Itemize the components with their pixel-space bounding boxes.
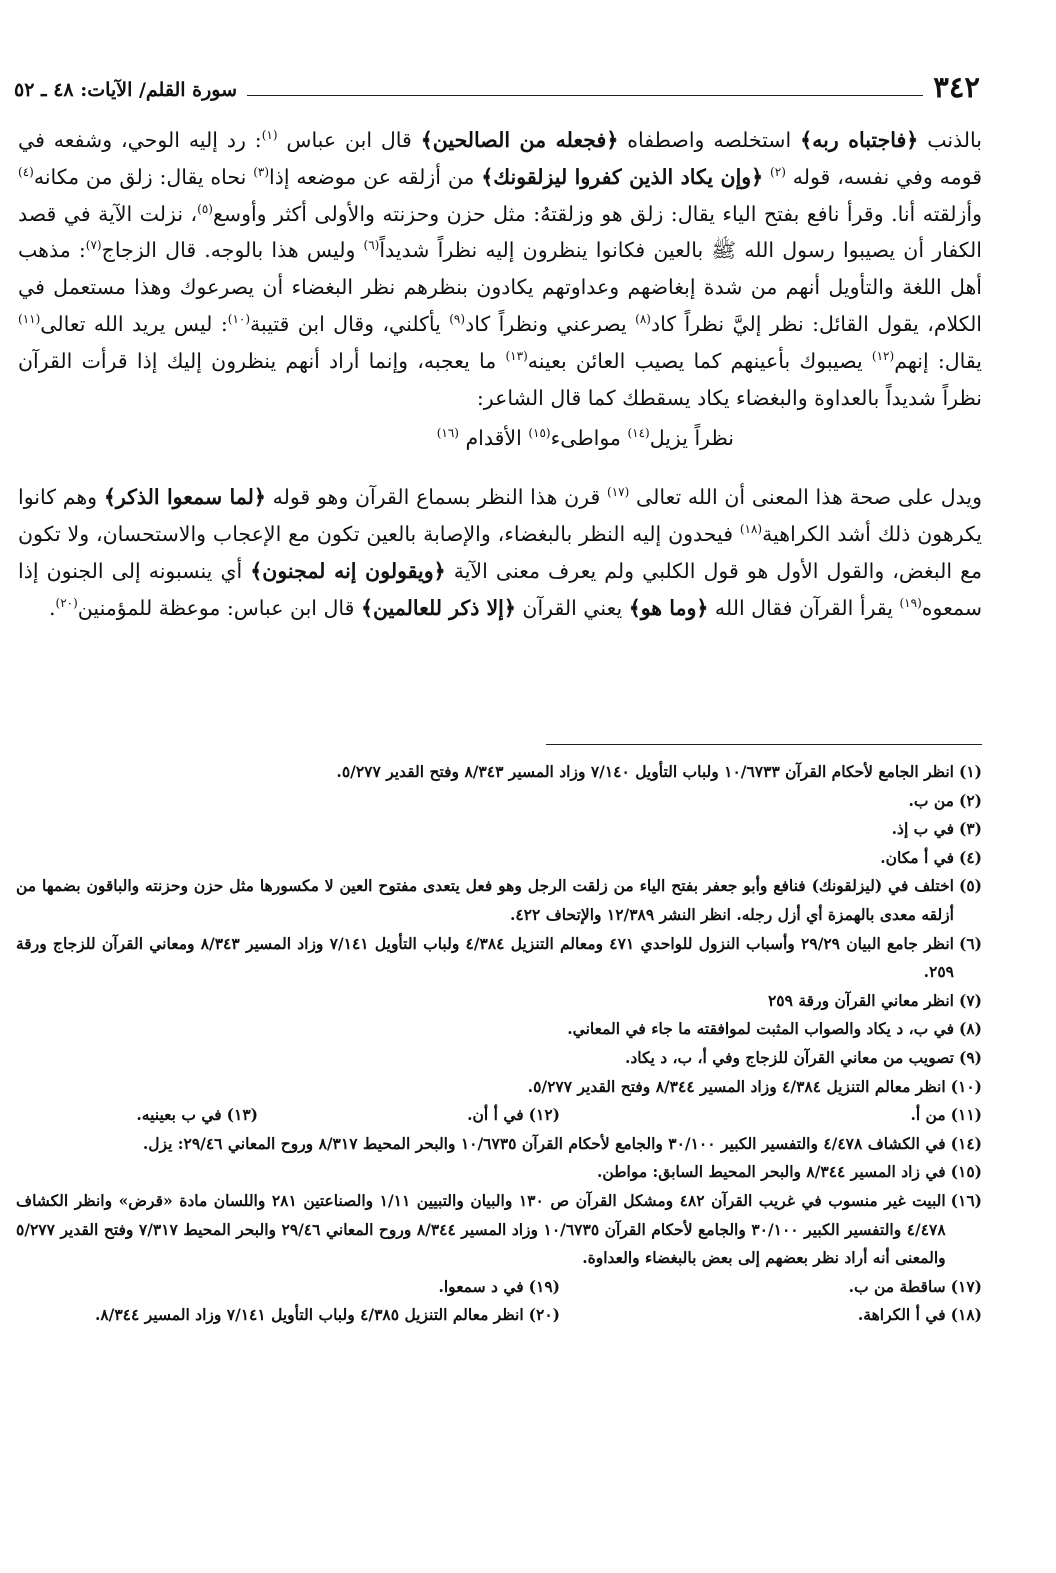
text-run: ، نزلت الآية في قصد الكفار أن يصيبوا رسول الله ﷺ بالعين فكانوا ينظرون إليه نظراً شديداً — [18, 201, 982, 263]
footnote-ref: (٢) — [770, 164, 786, 179]
footnote-text: انظر معالم التنزيل ٤/٣٨٥ ولباب التأويل ٧/١٤١ وزاد المسير ٨/٣٤٤. — [94, 1305, 524, 1325]
text-run: قال ابن عباس — [277, 128, 421, 152]
text-run: ويدل على صحة هذا المعنى أن الله تعالى — [629, 485, 982, 510]
footnote-number: (١٣) — [226, 1105, 258, 1125]
footnote-text: من أ. — [910, 1105, 946, 1125]
footnote — [16, 815, 982, 844]
footnote-ref: (٥) — [197, 201, 213, 216]
footnote-ref: (١٤) — [627, 426, 650, 441]
footnote-number: (٩) — [958, 1047, 982, 1067]
footnote-ref: (٩) — [449, 312, 466, 327]
text-run: مواطىء — [550, 426, 628, 451]
footnote-number: (١٩) — [528, 1276, 560, 1296]
footnote-number: (٧) — [958, 990, 982, 1010]
footnote-number: (١٥) — [950, 1162, 982, 1182]
footnote — [16, 787, 982, 816]
footnote-text: انظر معاني القرآن ورقة ٢٥٩ — [767, 990, 954, 1010]
footnote — [16, 1158, 982, 1187]
text-run: أي ينسبونه إلى الجنون إذا سمعوه — [18, 558, 982, 620]
text-run: يقال: إنهم — [894, 348, 982, 373]
footnote — [136, 1101, 258, 1130]
text-run: : مذهب أهل اللغة والتأويل أنهم من شدة إبغاضهم وعداوتهم يكادون بنظرهم نظر البغضاء أن يصرعوك وهذا مستعمل في الكلام، يقول القائل: نظر إليَّ نظراً كاد — [18, 238, 983, 336]
footnote — [586, 1273, 982, 1302]
footnote-number: (٢٠) — [528, 1305, 560, 1325]
running-title: سورة القلم/ الآيات: ٤٨ ـ ٥٢ — [14, 79, 237, 102]
footnote-text: من ب. — [908, 790, 954, 810]
main-text — [18, 122, 982, 626]
footnote-number: (١٦) — [950, 1190, 982, 1210]
footnote-ref: (٨) — [635, 312, 651, 327]
footnote — [16, 987, 982, 1016]
footnote-ref: (١٣) — [505, 348, 528, 363]
footnote-number: (٦) — [958, 933, 982, 953]
text-run: بالذنب — [918, 128, 983, 152]
footnote — [586, 1101, 982, 1130]
footnote-text: في ب، د يكاد والصواب المثبت لموافقته ما جاء في المعاني. — [567, 1019, 954, 1039]
footnote — [284, 1101, 560, 1130]
footnotes — [16, 758, 982, 1330]
footnote-number: (٢) — [958, 790, 982, 810]
footnote — [16, 1044, 982, 1073]
footnote-text: انظر معالم التنزيل ٤/٣٨٤ وزاد المسير ٨/٣٤٤ وفتح القدير ٥/٢٧٧. — [527, 1076, 946, 1096]
footnote — [16, 872, 982, 929]
quran-quote: ﴿فجعله من الصالحين﴾ — [420, 128, 619, 152]
footnote-ref: (١٠) — [227, 312, 251, 327]
footnote-text: انظر الجامع لأحكام القرآن ١٠/٦٧٣٣ ولباب التأويل ٧/١٤٠ وزاد المسير ٨/٣٤٣ وفتح القدير ٥/٢٧٧. — [336, 762, 954, 781]
footnote-ref: (٢٠) — [55, 595, 78, 610]
footnote-text: في زاد المسير ٨/٣٤٤ والبحر المحيط السابق: مواطن. — [597, 1162, 946, 1182]
header-rule — [247, 95, 923, 96]
footnote-ref: (١) — [261, 128, 278, 143]
text-run: وهم كانوا يكرهون ذلك أشد الكراهية — [18, 485, 982, 546]
text-run: ما يعجبه، وإنما أراد أنهم ينظرون إليك إذا قرأت القرآن نظراً شديداً بالعداوة والبغضاء يكاد يسقطك كما قال الشاعر: — [18, 348, 982, 410]
text-run: قرن هذا النظر بسماع القرآن وهو قوله — [265, 485, 608, 510]
footnote-text: تصويب من معاني القرآن للزجاج وفي أ، ب، د يكاد. — [624, 1047, 954, 1067]
footnote — [16, 758, 982, 787]
text-run: استخلصه واصطفاه — [618, 128, 801, 152]
footnote-ref: (١٨) — [739, 522, 763, 537]
footnote-ref: (١٢) — [871, 348, 895, 363]
footnote-text: في ب بعينيه. — [136, 1105, 222, 1125]
text-run: قال ابن عباس: موعظة للمؤمنين — [77, 595, 361, 620]
footnote — [16, 844, 982, 873]
footnote-text: في أ أن. — [467, 1105, 524, 1125]
quran-quote: ﴿وما هو﴾ — [628, 595, 709, 620]
footnote-ref: (١٩) — [899, 595, 922, 610]
text-run: يأكلني، وقال ابن قتيبة — [250, 311, 450, 336]
footnote — [16, 930, 982, 987]
page-header — [14, 62, 980, 102]
footnote — [438, 1273, 560, 1302]
text-run: من أزلقه عن موضعه إذا — [269, 164, 482, 189]
paragraph-2 — [18, 479, 982, 626]
footnote-number: (١٠) — [950, 1076, 982, 1096]
footnote-ref: (٣) — [253, 164, 270, 179]
footnote-text: في أ مكان. — [880, 847, 954, 867]
footnote-number: (٨) — [958, 1019, 982, 1039]
text-run: وأزلقته أنا. وقرأ نافع بفتح الياء يقال: زلق هو وزلقتهُ: مثل حزن وحزنته والأولى أكثر وأوسع — [212, 201, 982, 226]
footnote-text: اختلف في (ليزلقونك) فنافع وأبو جعفر بفتح الياء من زلقت الرجل وهو فعل يتعدى مفتوح العين لا مكسورها مثل حزن وحزنته والباقون بضمها من أزلقه معدى بالهمزة أي أزل رجله. انظر النشر ١٢/٣٨٩ والإتحاف ٤٢٢. — [16, 876, 954, 924]
text-run: نحاه يقال: زلق من مكانه — [33, 164, 254, 189]
footnote-text: ساقطة من ب. — [848, 1276, 946, 1296]
quran-quote: ﴿وإن يكاد الذين كفروا ليزلقونك﴾ — [481, 164, 764, 189]
footnote-ref: (١٧) — [607, 485, 630, 500]
text-run: : رد إليه الوحي، وشفعه في قومه وفي نفسه، قوله — [18, 128, 983, 189]
text-run: : ليس يريد الله تعالى — [40, 311, 228, 336]
footnote — [586, 1301, 982, 1330]
text-run: وليس هذا بالوجه. قال الزجاج — [101, 238, 364, 263]
footnote-ref: (٤) — [18, 164, 34, 179]
footnote-separator — [546, 744, 982, 745]
footnote-number: (١٢) — [528, 1105, 560, 1125]
footnote — [16, 1187, 982, 1273]
footnote-number: (٤) — [958, 847, 982, 867]
footnote-text: انظر جامع البيان ٢٩/٢٩ وأسباب النزول للواحدي ٤٧١ ومعالم التنزيل ٤/٣٨٤ ولباب التأويل ٧/١٤١ وزاد المسير ٨/٣٤٣ ومعاني القرآن للزجاج ورقة ٢٥٩. — [16, 933, 954, 982]
footnote-text: في أ الكراهة. — [857, 1305, 946, 1325]
footnote — [95, 1301, 560, 1330]
text-run: فيحدون إليه النظر بالبغضاء، والإصابة بالعين تكون مع الإعجاب والاستحسان، ولا تكون مع البغض، والقول الأول هو قول الكلبي ولم يعرف معنى الآية — [18, 521, 983, 583]
text-run: يعني القرآن — [515, 595, 629, 620]
poetry-verse — [18, 420, 982, 457]
footnote-ref: (١١) — [18, 312, 41, 327]
footnote-number: (٣) — [958, 819, 982, 839]
footnote-number: (١١) — [950, 1105, 982, 1125]
footnote-row — [16, 1101, 982, 1130]
footnote-ref: (٦) — [363, 238, 380, 253]
text-run: يصرعني ونظراً كاد — [465, 311, 636, 336]
text-run: يقرأ القرآن فقال الله — [708, 595, 900, 620]
footnote — [16, 1073, 982, 1102]
paragraph-1 — [18, 122, 982, 416]
footnote-text: في ب إذ. — [891, 819, 954, 839]
footnote-text: البيت غير منسوب في غريب القرآن ٤٨٢ ومشكل القرآن ص ١٣٠ والبيان والتبيين ١/١١ والصناعتين ٢٨١ واللسان مادة «قرض» وانظر الكشاف ٤/٤٧٨ والتفسير الكبير ٣٠/١٠٠ والجامع لأحكام القرآن ١٠/٦٧٣٥ وزاد المسير ٨/٣٤٤ وروح المعاني ٢٩/٤٦ والبحر المحيط ٧/٣١٧ وفتح القدير ٥/٢٧٧ والمعنى أنه أراد نظر بعضهم إلى بعض بالبغضاء والعداوة. — [16, 1190, 946, 1268]
text-run: . — [48, 595, 56, 620]
text-run: نظراً يزيل — [649, 426, 734, 451]
text-run: الأقدام — [458, 426, 529, 451]
footnote-text: في د سمعوا. — [438, 1276, 524, 1296]
footnote-row — [16, 1273, 982, 1302]
footnote-text: في الكشاف ٤/٤٧٨ والتفسير الكبير ٣٠/١٠٠ والجامع لأحكام القرآن ١٠/٦٧٣٥ والبحر المحيط ٨/٣١٧ وروح المعاني ٢٩/٤٦: يزل. — [142, 1133, 946, 1153]
text-run: يصيبوك بأعينهم كما يصيب العائن بعينه — [527, 348, 872, 373]
footnote-number: (١٤) — [950, 1133, 982, 1153]
footnote-ref: (١٥) — [528, 426, 551, 441]
footnote-number: (١) — [958, 762, 982, 781]
footnote-row — [16, 1301, 982, 1330]
footnote-number: (١٨) — [950, 1305, 982, 1325]
page-number: ٣٤٢ — [933, 70, 980, 104]
footnote-number: (٥) — [958, 876, 982, 896]
quran-quote: ﴿فاجتباه ربه﴾ — [800, 128, 919, 152]
quran-quote: ﴿إلا ذكر للعالمين﴾ — [360, 595, 516, 620]
footnote — [16, 1015, 982, 1044]
footnote-ref: (١٦) — [436, 426, 459, 441]
quran-quote: ﴿لما سمعوا الذكر﴾ — [103, 485, 266, 510]
footnote-number: (١٧) — [950, 1276, 982, 1296]
footnote-ref: (٧) — [85, 238, 102, 253]
quran-quote: ﴿ويقولون إنه لمجنون﴾ — [250, 558, 446, 583]
footnote — [16, 1130, 982, 1159]
